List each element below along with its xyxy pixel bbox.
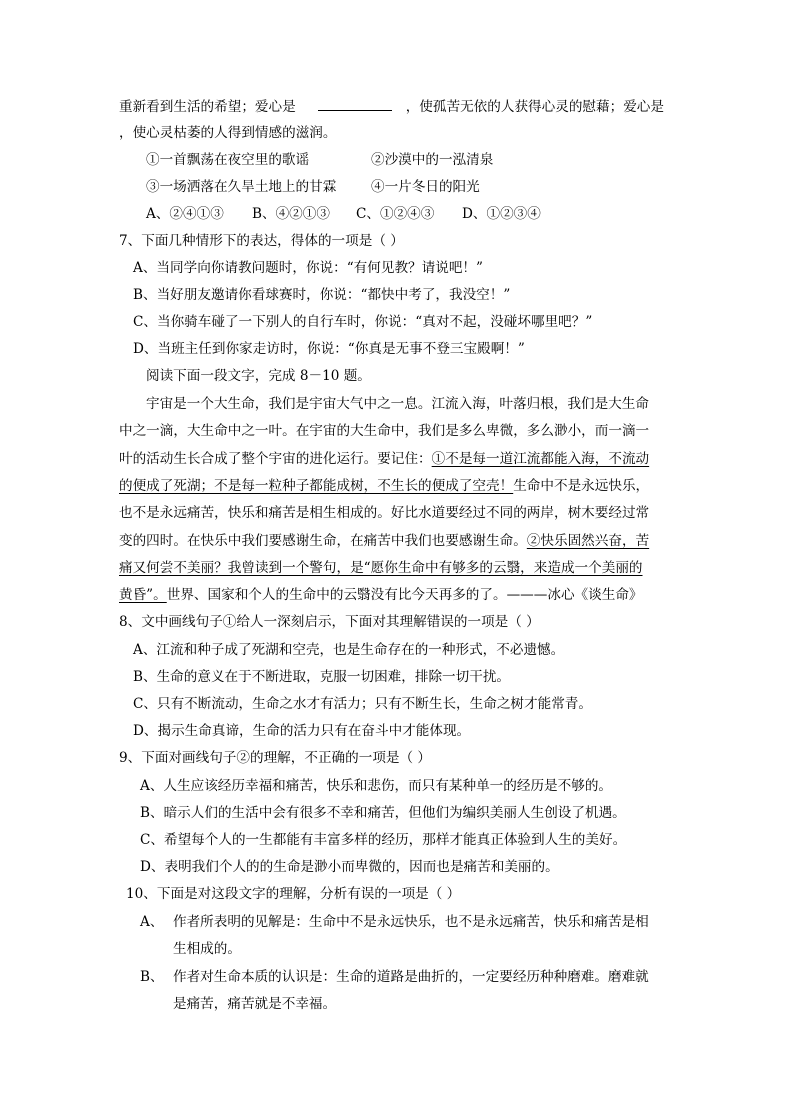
q6-option-1: ①一首飘荡在夜空里的歌谣 bbox=[146, 152, 310, 168]
passage-text: 变的四时。在快乐中我们要感谢生命，在痛苦中我们也要感谢生命。 bbox=[119, 533, 527, 549]
q6-choice-c: C、①②④③ bbox=[356, 206, 435, 222]
passage-line-6 bbox=[119, 532, 649, 550]
intro-line-2: ，使心灵枯萎的人得到情感的滋润。 bbox=[119, 125, 337, 141]
q7-stem: 7、下面几种情形下的表达，得体的一项是（ ） bbox=[119, 233, 404, 249]
q6-option-4: ④一片冬日的阳光 bbox=[371, 179, 480, 195]
underlined-sentence-2: ②快乐固然兴奋，苦 bbox=[526, 533, 650, 549]
q10-option-a-line-2: 生相成的。 bbox=[173, 941, 241, 957]
q6-option-3: ③一场洒落在久旱土地上的甘霖 bbox=[146, 179, 337, 195]
passage-text: 生命中不是永远快乐， bbox=[513, 478, 650, 494]
passage-line-5: 也不是永远痛苦，快乐和痛苦是相生相成的。好比水道要经过不同的两岸，树木要经过常 bbox=[119, 505, 650, 521]
q7-option-d: D、当班主任到你家走访时，你说：“你真是无事不登三宝殿啊！” bbox=[133, 341, 525, 357]
q9-option-c: C、希望每个人的一生都能有丰富多样的经历，那样才能真正体验到人生的美好。 bbox=[140, 832, 627, 848]
underlined-sentence-1: ①不是每一道江流都能入海，不流动 bbox=[431, 451, 650, 467]
intro-text-b: ，使孤苦无依的人获得心灵的慰藉；爱心是 bbox=[405, 99, 664, 115]
q10-stem: 10、下面是对这段文字的理解，分析有误的一项是（ ） bbox=[126, 886, 461, 902]
passage-line-3 bbox=[119, 450, 649, 468]
q7-option-b: B、当好朋友邀请你看球赛时，你说：“都快中考了，我没空！” bbox=[133, 287, 511, 303]
q8-option-d: D、揭示生命真谛，生命的活力只有在奋斗中才能体现。 bbox=[133, 723, 471, 739]
q9-option-b: B、暗示人们的生活中会有很多不幸和痛苦，但他们为编织美丽人生创设了机遇。 bbox=[140, 805, 626, 821]
passage-line-1: 宇宙是一个大生命，我们是宇宙大气中之一息。江流入海，叶落归根，我们是大生命 bbox=[146, 396, 649, 412]
q8-option-b: B、生命的意义在于不断进取，克服一切困难，排除一切干扰。 bbox=[133, 669, 511, 685]
passage-line-7 bbox=[119, 559, 643, 577]
underlined-sentence-1-cont: 的便成了死湖；不是每一粒种子都能成树，不生长的便成了空壳！ bbox=[119, 478, 514, 494]
q6-choice-a: A、②④①③ bbox=[146, 206, 224, 222]
q6-choice-b: B、④②①③ bbox=[252, 206, 330, 222]
q8-option-a: A、江流和种子成了死湖和空壳，也是生命存在的一种形式，不必遗憾。 bbox=[133, 642, 565, 658]
underlined-sentence-2-end: 黄昏”。 bbox=[119, 587, 167, 603]
q8-option-c: C、只有不断流动，生命之水才有活力；只有不断生长，生命之树才能常青。 bbox=[133, 696, 592, 712]
reading-instruction: 阅读下面一段文字，完成 8－10 题。 bbox=[146, 368, 371, 384]
q9-option-a: A、人生应该经历幸福和痛苦，快乐和悲伤，而只有某种单一的经历是不够的。 bbox=[140, 778, 613, 794]
passage-line-2: 中之一滴，大生命中之一叶。在宇宙的大生命中，我们是多么卑微，多么渺小，而一滴一 bbox=[119, 423, 650, 439]
passage-line-8 bbox=[119, 586, 643, 604]
q7-option-c: C、当你骑车碰了一下别人的自行车时，你说：“真对不起，没碰坏哪里吧？” bbox=[133, 314, 593, 330]
passage-line-4 bbox=[119, 477, 649, 495]
q9-option-d: D、表明我们个人的的生命是渺小而卑微的，因而也是痛苦和美丽的。 bbox=[140, 859, 559, 875]
q10-option-a-label: A、 bbox=[140, 914, 164, 930]
intro-line-1 bbox=[119, 98, 664, 116]
q8-stem: 8、文中画线句子①给人一深刻启示，下面对其理解错误的一项是（ ） bbox=[119, 614, 540, 630]
q10-option-a-line-1: 作者所表明的见解是：生命中不是永远快乐，也不是永远痛苦，快乐和痛苦是相 bbox=[173, 914, 649, 930]
underlined-sentence-2-cont: 痛又何尝不美丽？我曾读到一个警句，是“愿你生命中有够多的云翳，来造成一个美丽的 bbox=[119, 560, 643, 576]
q6-option-2: ②沙漠中的一泓清泉 bbox=[371, 152, 494, 168]
q9-stem: 9、下面对画线句子②的理解，不正确的一项是（ ） bbox=[119, 750, 432, 766]
passage-text-source: 世界、国家和个人的生命中的云翳没有比今天再多的了。———冰心《谈生命》 bbox=[166, 587, 643, 603]
q6-choice-d: D、①②③④ bbox=[462, 206, 541, 222]
q10-option-b-line-2: 是痛苦，痛苦就是不幸福。 bbox=[173, 996, 337, 1012]
q7-option-a: A、当同学向你请教问题时，你说：“有何见教？请说吧！” bbox=[133, 260, 483, 276]
passage-text: 叶的活动生长合成了整个宇宙的进化运行。要记住： bbox=[119, 451, 432, 467]
q10-option-b-line-1: 作者对生命本质的认识是：生命的道路是曲折的，一定要经历种种磨难。磨难就 bbox=[173, 969, 649, 985]
q10-option-b-label: B、 bbox=[140, 969, 164, 985]
intro-text-a: 重新看到生活的希望；爱心是 bbox=[119, 99, 296, 115]
answer-blank bbox=[318, 98, 392, 111]
